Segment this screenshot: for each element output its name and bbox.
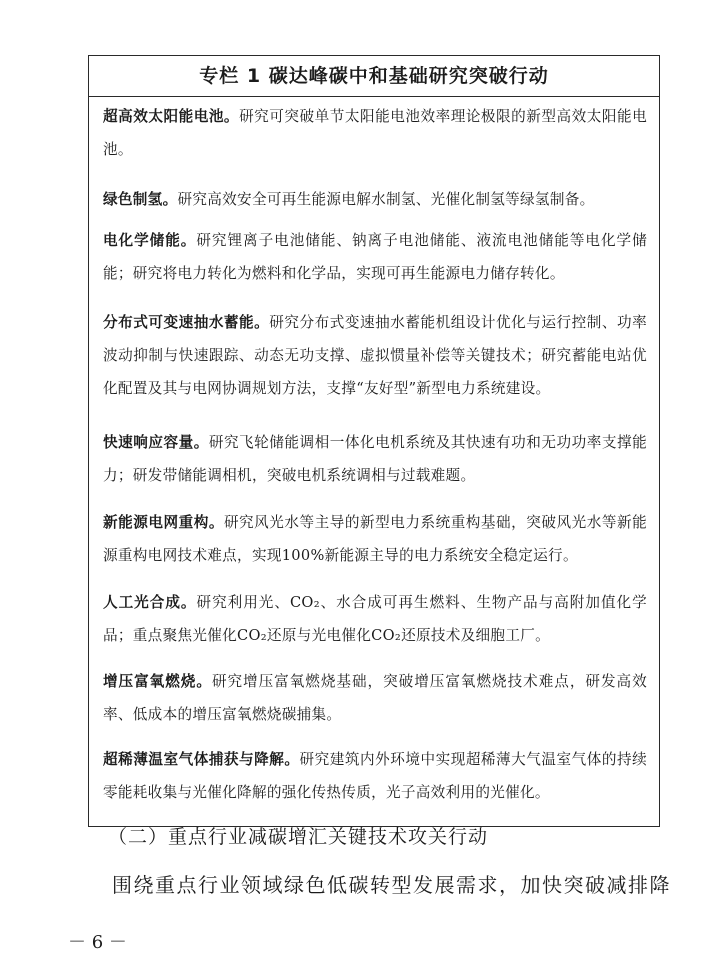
item-text: 研究建筑内外环境中实现超稀薄大气温室气体的持续零能耗收集与光催化降解的强化传热传质，光子高效利用的光催化。 — [103, 751, 648, 801]
item-electrochemical-storage — [103, 224, 647, 290]
section-heading: （二）重点行业减碳增汇关键技术攻关行动 — [108, 826, 489, 848]
item-text: 研究风光水等主导的新型电力系统重构基础，突破风光水等新能源重构电网技术难点，实现100%新能源主导的电力系统安全稳定运行。 — [103, 514, 647, 564]
item-ghg-capture — [103, 743, 647, 809]
item-label: 人工光合成。 — [103, 594, 197, 611]
item-label: 分布式可变速抽水蓄能。 — [103, 314, 270, 331]
item-label: 快速响应容量。 — [103, 434, 209, 451]
item-text: 研究高效安全可再生能源电解水制氢、光催化制氢等绿氢制备。 — [177, 191, 595, 208]
item-pumped-storage — [103, 306, 647, 405]
column-box — [88, 55, 660, 827]
item-text: 研究增压富氧燃烧基础，突破增压富氧燃烧技术难点，研发高效率、低成本的增压富氧燃烧碳捕集。 — [103, 673, 647, 723]
item-label: 超稀薄温室气体捕获与降解。 — [103, 751, 300, 768]
item-oxy-combustion — [103, 665, 647, 731]
item-label: 新能源电网重构。 — [103, 514, 224, 531]
item-text: 研究可突破单节太阳能电池效率理论极限的新型高效太阳能电池。 — [103, 108, 647, 158]
column-title: 专栏 1 碳达峰碳中和基础研究突破行动 — [89, 56, 659, 97]
item-label: 电化学储能。 — [103, 232, 197, 249]
item-label: 超高效太阳能电池。 — [103, 108, 240, 125]
item-text: 研究锂离子电池储能、钠离子电池储能、液流电池储能等电化学储能；研究将电力转化为燃料和化学品，实现可再生能源电力储存转化。 — [103, 232, 647, 282]
item-artificial-photosynthesis — [103, 586, 647, 652]
item-text: 研究利用光、CO₂、水合成可再生燃料、生物产品与高附加值化学品；重点聚焦光催化CO₂还原与光电催化CO₂还原技术及细胞工厂。 — [103, 594, 647, 644]
item-label: 绿色制氢。 — [103, 191, 178, 208]
body-paragraph: 围绕重点行业领域绿色低碳转型发展需求，加快突破减排降 — [112, 873, 671, 897]
item-fast-response — [103, 426, 647, 492]
item-solar-cell — [103, 100, 647, 166]
item-grid-reconstruction — [103, 506, 647, 572]
item-text: 研究飞轮储能调相一体化电机系统及其快速有功和无功功率支撑能力；研发带储能调相机，突破电机系统调相与过载难题。 — [103, 434, 647, 484]
item-green-hydrogen — [103, 183, 647, 216]
page-number: － 6 － — [68, 932, 127, 953]
item-text: 研究分布式变速抽水蓄能机组设计优化与运行控制、功率波动抑制与快速跟踪、动态无功支撑、虚拟惯量补偿等关键技术；研究蓄能电站优化配置及其与电网协调规划方法，支撑“友好型”新型电力系统建设。 — [103, 314, 647, 397]
item-label: 增压富氧燃烧。 — [103, 673, 212, 690]
